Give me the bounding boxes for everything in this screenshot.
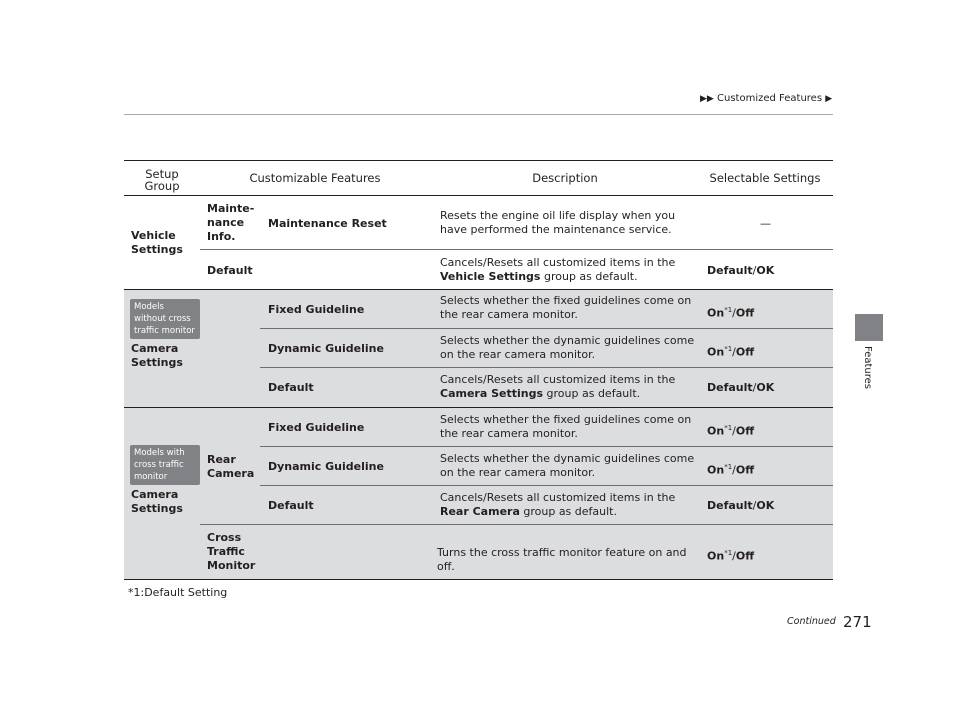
block-top-rule: [124, 289, 833, 290]
feature-fixed-guideline-1: Fixed Guideline: [268, 303, 365, 316]
setting-value: On: [707, 306, 725, 320]
header-customizable-features: Customizable Features: [249, 171, 381, 185]
subgroup-maintenance-info: Mainte- nance Info.: [207, 202, 255, 243]
block-top-rule: [124, 407, 833, 408]
setting-maintenance-reset: —: [760, 217, 771, 230]
table-top-rule: [124, 160, 833, 161]
row-divider: [200, 524, 833, 525]
breadcrumb-end-arrow-icon: ▶: [825, 94, 833, 104]
feature-fixed-guideline-2: Fixed Guideline: [268, 421, 365, 434]
subgroup-cross-traffic-monitor: Cross Traffic Monitor: [207, 531, 256, 572]
desc-fixed-guideline-2: Selects whether the fixed guidelines come on the rear camera monitor.: [440, 413, 692, 440]
desc-dynamic-guideline-1: Selects whether the dynamic guidelines come on the rear camera monitor.: [440, 334, 695, 361]
section-tab-label[interactable]: Features: [862, 346, 873, 389]
setting-dynamic-guideline-1: [707, 342, 754, 360]
setting-camera-default-1: [707, 381, 774, 395]
setting-fixed-guideline-2: [707, 421, 754, 439]
header-selectable-settings: Selectable Settings: [709, 171, 821, 185]
setting-value: Off: [735, 345, 755, 359]
desc-text: group as default.: [523, 505, 617, 518]
table-bottom-rule: [124, 579, 833, 580]
desc-dynamic-guideline-2: Selects whether the dynamic guidelines come on the rear camera monitor.: [440, 452, 695, 479]
desc-cross-traffic-monitor: Turns the cross traffic monitor feature on and off.: [437, 546, 687, 573]
breadcrumb-section[interactable]: Customized Features: [717, 93, 823, 104]
setting-value: On: [707, 549, 725, 563]
desc-text: Cancels/Resets all customized items in the: [440, 373, 676, 386]
setting-value: Off: [735, 549, 755, 563]
setting-separator: /: [752, 381, 757, 394]
model-badge-without-ctm: Models without cross traffic monitor: [130, 299, 200, 339]
model-badge-with-ctm: Models with cross traffic monitor: [130, 445, 200, 485]
feature-dynamic-guideline-1: Dynamic Guideline: [268, 342, 384, 355]
setting-value: OK: [756, 264, 775, 277]
setting-separator: /: [732, 549, 736, 563]
setting-value: Default: [707, 499, 753, 512]
feature-dynamic-guideline-2: Dynamic Guideline: [268, 460, 384, 473]
row-divider: [260, 485, 833, 486]
desc-camera-default-1: [440, 373, 700, 401]
desc-text: Cancels/Resets all customized items in the: [440, 256, 676, 269]
setting-cross-traffic-monitor: [707, 546, 754, 564]
setting-value: On: [707, 345, 725, 359]
setting-value: Off: [735, 424, 755, 438]
footnote-ref: *1: [724, 345, 733, 353]
setting-separator: /: [732, 463, 736, 477]
row-divider: [200, 249, 833, 250]
desc-text: group as default.: [543, 270, 638, 283]
setting-separator: /: [732, 424, 736, 438]
desc-bold-text: Vehicle Settings: [440, 270, 541, 283]
setting-value: OK: [756, 381, 775, 394]
desc-bold-text: Rear Camera: [440, 505, 520, 518]
setting-dynamic-guideline-2: [707, 460, 754, 478]
group-camera-settings-1: Camera Settings: [131, 342, 183, 369]
breadcrumb-arrows-icon: ▶▶: [700, 94, 714, 104]
footnote-ref: *1: [724, 463, 733, 471]
desc-fixed-guideline-1: Selects whether the fixed guidelines come on the rear camera monitor.: [440, 294, 692, 321]
feature-maintenance-reset: Maintenance Reset: [268, 217, 387, 230]
group-vehicle-settings: Vehicle Settings: [131, 229, 183, 256]
setting-value: OK: [756, 499, 775, 512]
feature-rear-camera-default: Default: [268, 499, 314, 512]
setting-vehicle-default: [707, 264, 774, 278]
setting-value: Off: [735, 463, 755, 477]
feature-vehicle-default: Default: [207, 264, 253, 277]
setting-separator: /: [752, 264, 757, 277]
setting-separator: /: [732, 345, 736, 359]
desc-bold-text: Camera Settings: [440, 387, 544, 400]
desc-text: group as default.: [546, 387, 641, 400]
setting-value: Default: [707, 264, 753, 277]
footnote-default-setting: *1:Default Setting: [128, 586, 228, 599]
setting-separator: /: [752, 499, 757, 512]
header-setup-group: Setup Group: [144, 167, 180, 193]
header-divider: [124, 114, 833, 115]
setting-value: Default: [707, 381, 753, 394]
row-divider: [260, 328, 833, 329]
group-camera-settings-2: Camera Settings: [131, 488, 183, 515]
feature-camera-default-1: Default: [268, 381, 314, 394]
table-header-rule: [124, 195, 833, 196]
desc-vehicle-default: [440, 256, 700, 284]
header-description: Description: [532, 171, 598, 185]
row-divider: [260, 446, 833, 447]
footnote-ref: *1: [724, 549, 733, 557]
subgroup-rear-camera: Rear Camera: [207, 453, 255, 480]
setting-fixed-guideline-1: [707, 303, 754, 321]
page-number: 271: [843, 613, 872, 631]
setting-value: On: [707, 424, 725, 438]
desc-text: Cancels/Resets all customized items in the: [440, 491, 676, 504]
row-divider: [260, 367, 833, 368]
setting-rear-camera-default: [707, 499, 774, 513]
footnote-ref: *1: [724, 424, 733, 432]
desc-rear-camera-default: [440, 491, 700, 519]
breadcrumb[interactable]: [700, 93, 832, 104]
desc-maintenance-reset: Resets the engine oil life display when you have performed the maintenance service.: [440, 209, 676, 236]
setting-value: Off: [735, 306, 755, 320]
section-tab-marker: [855, 314, 883, 341]
setting-value: On: [707, 463, 725, 477]
continued-label: Continued: [787, 616, 836, 627]
setting-separator: /: [732, 306, 736, 320]
footnote-ref: *1: [724, 306, 733, 314]
